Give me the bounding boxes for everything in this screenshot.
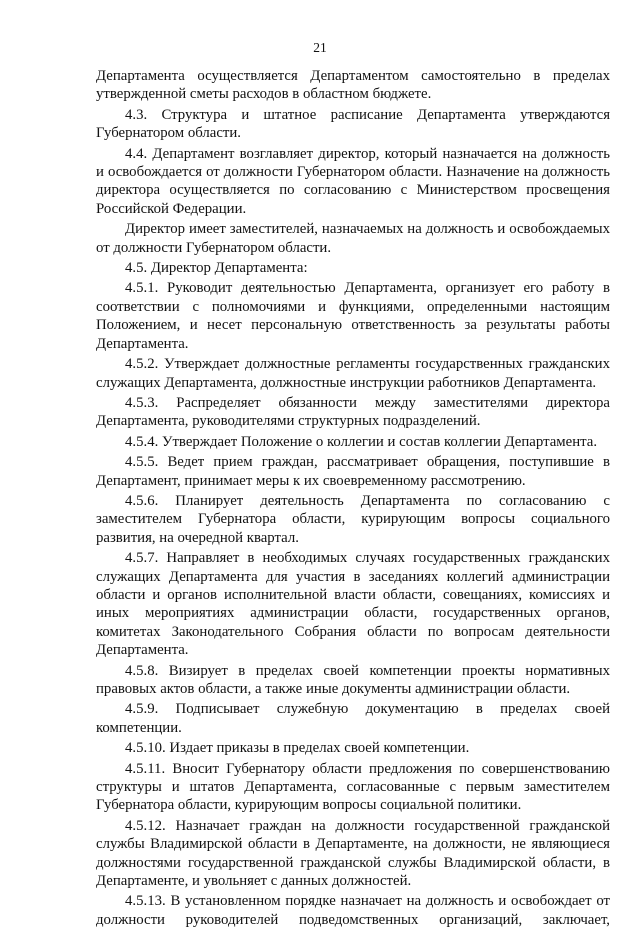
paragraph-4-5-13: 4.5.13. В установленном порядке назначает на должность и освобождает от должности руководителей подведомственных организаций, заключает, xyxy=(96,893,610,928)
paragraph-4-5-2: 4.5.2. Утверждает должностные регламенты государственных гражданских служащих Департамента, должностные инструкции работников Департамента. xyxy=(96,356,610,391)
paragraph-4-5-3: 4.5.3. Распределяет обязанности между заместителями директора Департамента, руководителями структурных подразделений. xyxy=(96,394,610,430)
paragraph-4-5: 4.5. Директор Департамента: xyxy=(125,260,308,277)
paragraph-4-5-11: 4.5.11. Вносит Губернатору области предложения по совершенствованию структуры и штатов Департамента, согласованные с первым заместителем Губернатора области, курирующим вопросы социальной политики. xyxy=(96,760,610,814)
paragraph-4-5-12: 4.5.12. Назначает граждан на должности государственной гражданской службы Владимирской области в Департаменте, на должности, не являющиеся должностями государственной гражданской службы Владимирской области, в Департаменте, и увольняет с данных должностей. xyxy=(96,817,610,890)
page-number: 21 xyxy=(313,40,327,55)
paragraph-deputies: Директор имеет заместителей, назначаемых на должность и освобождаемых от должности Губернатором области. xyxy=(96,221,610,256)
paragraph-4-5-10: 4.5.10. Издает приказы в пределах своей компетенции. xyxy=(125,740,470,757)
paragraph-4-5-1: 4.5.1. Руководит деятельностью Департамента, организует его работу в соответствии с полномочиями и функциями, определенными настоящим Положением, и несет персональную ответственность за результаты работы Департамента. xyxy=(96,280,610,352)
paragraph-4-5-4: 4.5.4. Утверждает Положение о коллегии и состав коллегии Департамента. xyxy=(125,433,598,450)
paragraph-4-4: 4.4. Департамент возглавляет директор, который назначается на должность и освобождается от должности Губернатором области. Назначение на должность директора осуществляется по согласованию с Министерством просвещения Российской Федерации. xyxy=(96,145,610,217)
paragraph-continuation: Департамента осуществляется Департаментом самостоятельно в пределах утвержденной сметы расходов в областном бюджете. xyxy=(96,68,610,103)
document-body xyxy=(96,67,610,929)
paragraph-4-5-9: 4.5.9. Подписывает служебную документацию в пределах своей компетенции. xyxy=(96,701,610,736)
paragraph-4-3: 4.3. Структура и штатное расписание Департамента утверждаются Губернатором области. xyxy=(96,106,610,142)
paragraph-4-5-6: 4.5.6. Планирует деятельность Департамента по согласованию с заместителем Губернатора области, курирующим вопросы социального развития, на очередной квартал. xyxy=(96,492,610,546)
paragraph-4-5-8: 4.5.8. Визирует в пределах своей компетенции проекты нормативных правовых актов области, а также иные документы администрации области. xyxy=(96,662,610,697)
paragraph-4-5-5: 4.5.5. Ведет прием граждан, рассматривает обращения, поступившие в Департамент, принимает меры к их своевременному рассмотрению. xyxy=(96,454,610,489)
paragraph-4-5-7: 4.5.7. Направляет в необходимых случаях государственных гражданских служащих Департамента для участия в заседаниях коллегий администрации области и органов исполнительной власти области, совещаниях, комиссиях и иных мероприятиях администрации области, государственных органов, комитетах Законодательного Собрания области по вопросам деятельности Департамента. xyxy=(96,550,610,659)
